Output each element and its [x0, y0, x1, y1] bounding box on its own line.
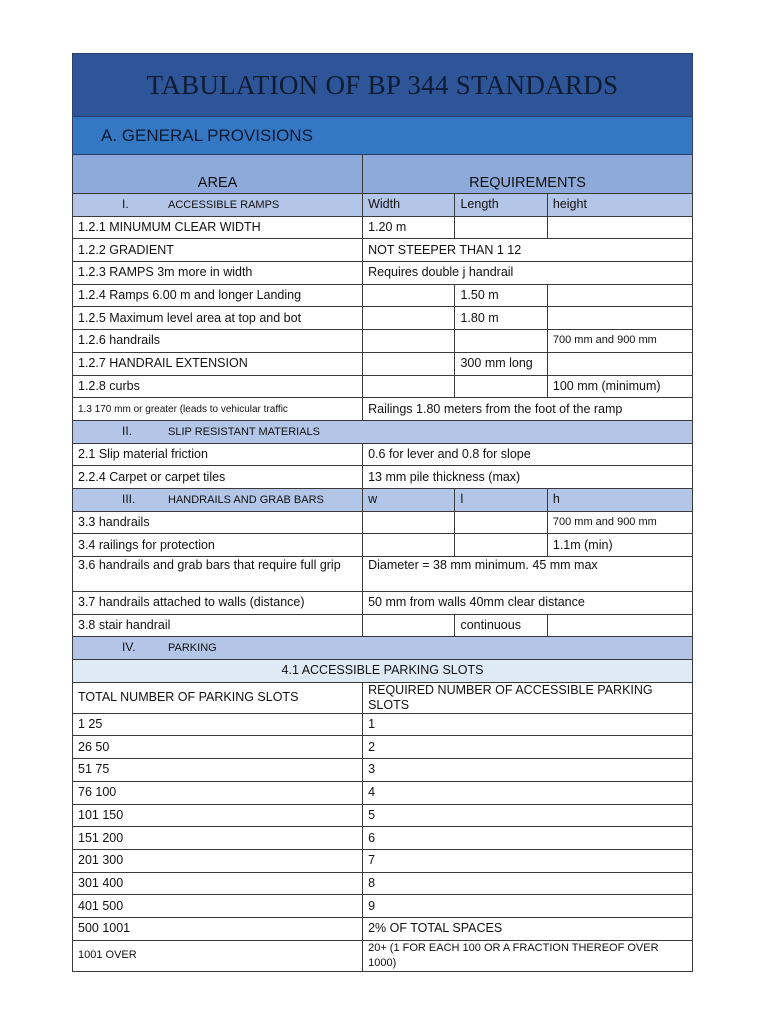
w-cell [363, 511, 455, 534]
width-cell [363, 307, 455, 330]
parking-row [73, 781, 693, 804]
h-cell [547, 614, 692, 637]
col-w-header: w [363, 488, 455, 511]
standards-table [72, 53, 693, 972]
length-cell: 1.50 m [455, 284, 547, 307]
requirement-cell: 50 mm from walls 40mm clear distance [363, 592, 693, 615]
standards-document [72, 53, 693, 972]
parking-subtitle-row [73, 660, 693, 683]
total-slots-cell: 101 150 [73, 804, 363, 827]
height-cell [547, 307, 692, 330]
section-label [73, 637, 693, 660]
height-cell [547, 216, 692, 239]
length-cell: 1.80 m [455, 307, 547, 330]
total-slots-cell: 51 75 [73, 759, 363, 782]
total-slots-cell: 500 1001 [73, 917, 363, 940]
total-slots-cell: 26 50 [73, 736, 363, 759]
width-cell [363, 330, 455, 353]
parking-row [73, 827, 693, 850]
requirement-cell: 0.6 for lever and 0.8 for slope [363, 443, 693, 466]
parking-subtitle: 4.1 ACCESSIBLE PARKING SLOTS [73, 660, 693, 683]
table-row [73, 262, 693, 285]
table-row [73, 216, 693, 239]
l-cell [455, 534, 547, 557]
section-number: I. [122, 196, 129, 211]
section-header-slip [73, 420, 693, 443]
area-cell: 3.6 handrails and grab bars that require full grip [73, 557, 363, 592]
table-row [73, 466, 693, 489]
table-row [73, 284, 693, 307]
required-slots-cell: 20+ (1 FOR EACH 100 OR A FRACTION THEREOF OVER 1000) [363, 940, 693, 971]
section-header-handrails [73, 488, 693, 511]
width-cell [363, 284, 455, 307]
width-cell: 1.20 m [363, 216, 455, 239]
title-row [73, 54, 693, 117]
required-slots-cell: 8 [363, 872, 693, 895]
parking-row [73, 895, 693, 918]
parking-row [73, 736, 693, 759]
required-slots-cell: 4 [363, 781, 693, 804]
table-row [73, 511, 693, 534]
length-cell [455, 216, 547, 239]
total-slots-cell: 1 25 [73, 713, 363, 736]
parking-row [73, 759, 693, 782]
required-slots-cell: 7 [363, 849, 693, 872]
table-row [73, 307, 693, 330]
column-header-row [73, 155, 693, 194]
area-cell: 1.2.5 Maximum level area at top and bot [73, 307, 363, 330]
length-cell [455, 375, 547, 398]
requirement-cell: NOT STEEPER THAN 1 12 [363, 239, 693, 262]
section-title: ACCESSIBLE RAMPS [168, 198, 280, 211]
area-cell: 1.2.1 MINUMUM CLEAR WIDTH [73, 216, 363, 239]
requirement-cell: Requires double j handrail [363, 262, 693, 285]
section-title: SLIP RESISTANT MATERIALS [168, 425, 321, 438]
section-title: HANDRAILS AND GRAB BARS [168, 493, 324, 506]
col-width-header: Width [363, 194, 455, 217]
area-cell: 2.2.4 Carpet or carpet tiles [73, 466, 363, 489]
table-row [73, 352, 693, 375]
required-slots-cell: 2% OF TOTAL SPACES [363, 917, 693, 940]
section-label [73, 194, 363, 217]
section-number: IV. [122, 640, 136, 655]
table-row [73, 330, 693, 353]
col-length-header: Length [455, 194, 547, 217]
section-label [73, 488, 363, 511]
total-slots-cell: 401 500 [73, 895, 363, 918]
area-cell: 3.4 railings for protection [73, 534, 363, 557]
parking-row [73, 940, 693, 971]
h-cell: 1.1m (min) [547, 534, 692, 557]
w-cell [363, 614, 455, 637]
section-header-ramps [73, 194, 693, 217]
general-provisions-heading: A. GENERAL PROVISIONS [73, 117, 693, 155]
table-row [73, 375, 693, 398]
table-row [73, 443, 693, 466]
col-l-header: l [455, 488, 547, 511]
col-h-header: h [547, 488, 692, 511]
table-row [73, 398, 693, 421]
total-slots-header: TOTAL NUMBER OF PARKING SLOTS [73, 682, 363, 713]
required-slots-cell: 9 [363, 895, 693, 918]
required-slots-cell: 1 [363, 713, 693, 736]
required-slots-header: REQUIRED NUMBER OF ACCESSIBLE PARKING SLOTS [363, 682, 693, 713]
area-cell: 1.2.6 handrails [73, 330, 363, 353]
required-slots-cell: 5 [363, 804, 693, 827]
w-cell [363, 534, 455, 557]
total-slots-cell: 151 200 [73, 827, 363, 850]
table-row [73, 239, 693, 262]
height-cell [547, 352, 692, 375]
area-cell: 1.2.3 RAMPS 3m more in width [73, 262, 363, 285]
area-header: AREA [73, 155, 363, 194]
total-slots-cell: 201 300 [73, 849, 363, 872]
area-cell: 1.2.8 curbs [73, 375, 363, 398]
general-provisions-row [73, 117, 693, 155]
document-title: TABULATION OF BP 344 STANDARDS [73, 54, 693, 117]
parking-rows [73, 713, 693, 971]
height-cell [547, 284, 692, 307]
section-title: PARKING [168, 642, 217, 655]
area-cell: 1.2.7 HANDRAIL EXTENSION [73, 352, 363, 375]
height-cell: 100 mm (minimum) [547, 375, 692, 398]
section-number: II. [122, 423, 133, 438]
area-cell: 3.3 handrails [73, 511, 363, 534]
section-number: III. [122, 491, 136, 506]
area-cell: 1.2.2 GRADIENT [73, 239, 363, 262]
area-cell: 1.3 170 mm or greater (leads to vehicular traffic [73, 398, 363, 421]
section-header-parking [73, 637, 693, 660]
col-height-header: height [547, 194, 692, 217]
section-label [73, 420, 693, 443]
requirements-header: REQUIREMENTS [363, 155, 693, 194]
length-cell [455, 330, 547, 353]
l-cell [455, 511, 547, 534]
parking-row [73, 917, 693, 940]
total-slots-cell: 1001 OVER [73, 940, 363, 971]
parking-row [73, 849, 693, 872]
table-row [73, 557, 693, 592]
width-cell [363, 375, 455, 398]
parking-row [73, 872, 693, 895]
length-cell: 300 mm long [455, 352, 547, 375]
table-row [73, 592, 693, 615]
width-cell [363, 352, 455, 375]
table-row [73, 534, 693, 557]
h-cell: 700 mm and 900 mm [547, 511, 692, 534]
total-slots-cell: 301 400 [73, 872, 363, 895]
l-cell: continuous [455, 614, 547, 637]
total-slots-cell: 76 100 [73, 781, 363, 804]
area-cell: 3.8 stair handrail [73, 614, 363, 637]
area-cell: 1.2.4 Ramps 6.00 m and longer Landing [73, 284, 363, 307]
requirement-cell: Diameter = 38 mm minimum. 45 mm max [363, 557, 693, 592]
parking-row [73, 804, 693, 827]
requirement-cell: Railings 1.80 meters from the foot of the ramp [363, 398, 693, 421]
parking-header-row [73, 682, 693, 713]
area-cell: 3.7 handrails attached to walls (distance) [73, 592, 363, 615]
parking-row [73, 713, 693, 736]
required-slots-cell: 6 [363, 827, 693, 850]
area-cell: 2.1 Slip material friction [73, 443, 363, 466]
table-row [73, 614, 693, 637]
required-slots-cell: 3 [363, 759, 693, 782]
required-slots-cell: 2 [363, 736, 693, 759]
requirement-cell: 13 mm pile thickness (max) [363, 466, 693, 489]
height-cell: 700 mm and 900 mm [547, 330, 692, 353]
